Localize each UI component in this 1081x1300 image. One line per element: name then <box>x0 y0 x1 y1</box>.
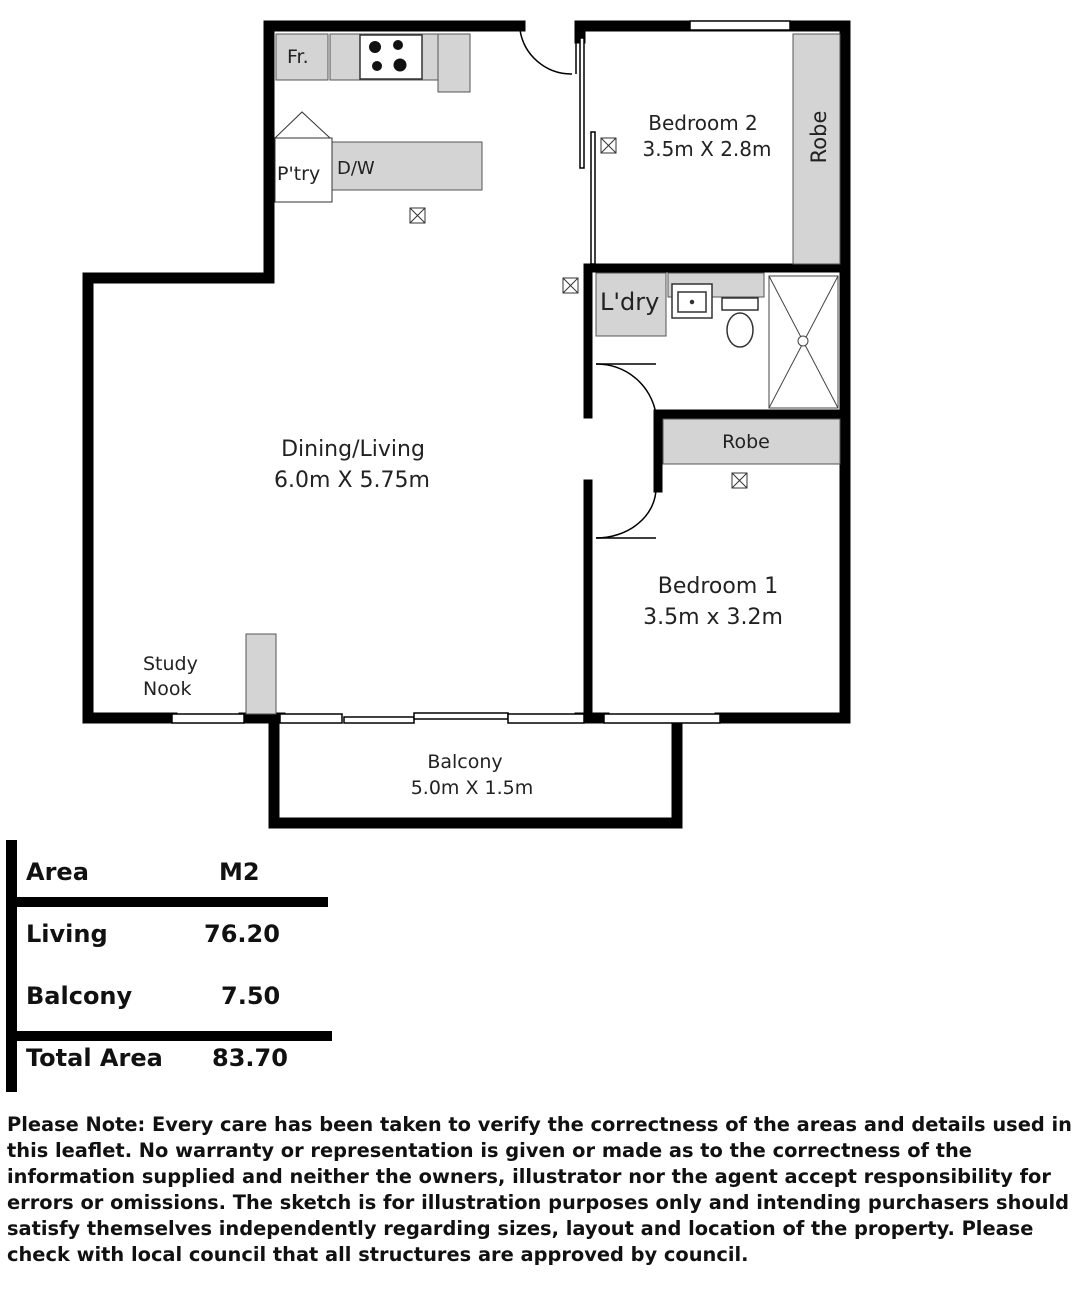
shower <box>769 276 838 408</box>
table-left-rule <box>6 840 17 1092</box>
area-header-label: Area <box>26 858 89 886</box>
area-row-living-value: 76.20 <box>204 920 280 948</box>
laundry-label: L'dry <box>600 288 660 316</box>
bedroom2-name: Bedroom 2 <box>648 111 758 135</box>
area-total-value: 83.70 <box>212 1044 288 1072</box>
basin <box>672 284 712 318</box>
disclaimer-note: Please Note: Every care has been taken to verify the correctness of the areas and details used in this leaflet. No warranty or representation is given or made as to the correctness of the information supplied and neither the owners, illustrator nor the agent accept responsibility for errors or omissions. The sketch is for illustration purposes only and intending purchasers should satisfy themselves independently regarding sizes, layout and location of the property. Please check with local council that all structures are approved by council. <box>7 1113 1072 1266</box>
dishwasher-label: D/W <box>337 158 375 179</box>
balcony-size: 5.0m X 1.5m <box>410 777 534 799</box>
area-total-label: Total Area <box>26 1044 163 1072</box>
robe-bedroom1-label: Robe <box>722 431 770 453</box>
cooktop <box>360 35 422 79</box>
robe-bedroom2-label: Robe <box>807 110 831 164</box>
dining-living-name: Dining/Living <box>281 437 425 462</box>
study-label-line1: Study <box>143 653 198 675</box>
pantry-cabinet <box>275 112 332 202</box>
study-label-line2: Nook <box>143 678 192 700</box>
dining-living-size: 6.0m X 5.75m <box>274 468 430 493</box>
area-row-living-label: Living <box>26 920 108 948</box>
area-header-unit: M2 <box>219 858 260 886</box>
table-rule-bottom <box>12 1031 332 1041</box>
fridge-label: Fr. <box>287 46 309 68</box>
kitchen-bench-end <box>438 34 470 92</box>
study-desk <box>246 634 276 714</box>
toilet <box>722 298 758 347</box>
bedroom2-size: 3.5m X 2.8m <box>642 137 772 161</box>
balcony-name: Balcony <box>427 751 503 773</box>
area-table <box>6 840 336 1092</box>
bedroom1-name: Bedroom 1 <box>657 574 779 599</box>
area-row-balcony-value: 7.50 <box>221 982 281 1010</box>
bedroom1-size: 3.5m x 3.2m <box>643 605 783 630</box>
pantry-label: P'try <box>277 163 321 185</box>
area-row-balcony-label: Balcony <box>26 982 133 1010</box>
table-rule-top <box>12 897 328 907</box>
sliding-doors-bedroom2 <box>580 38 595 264</box>
